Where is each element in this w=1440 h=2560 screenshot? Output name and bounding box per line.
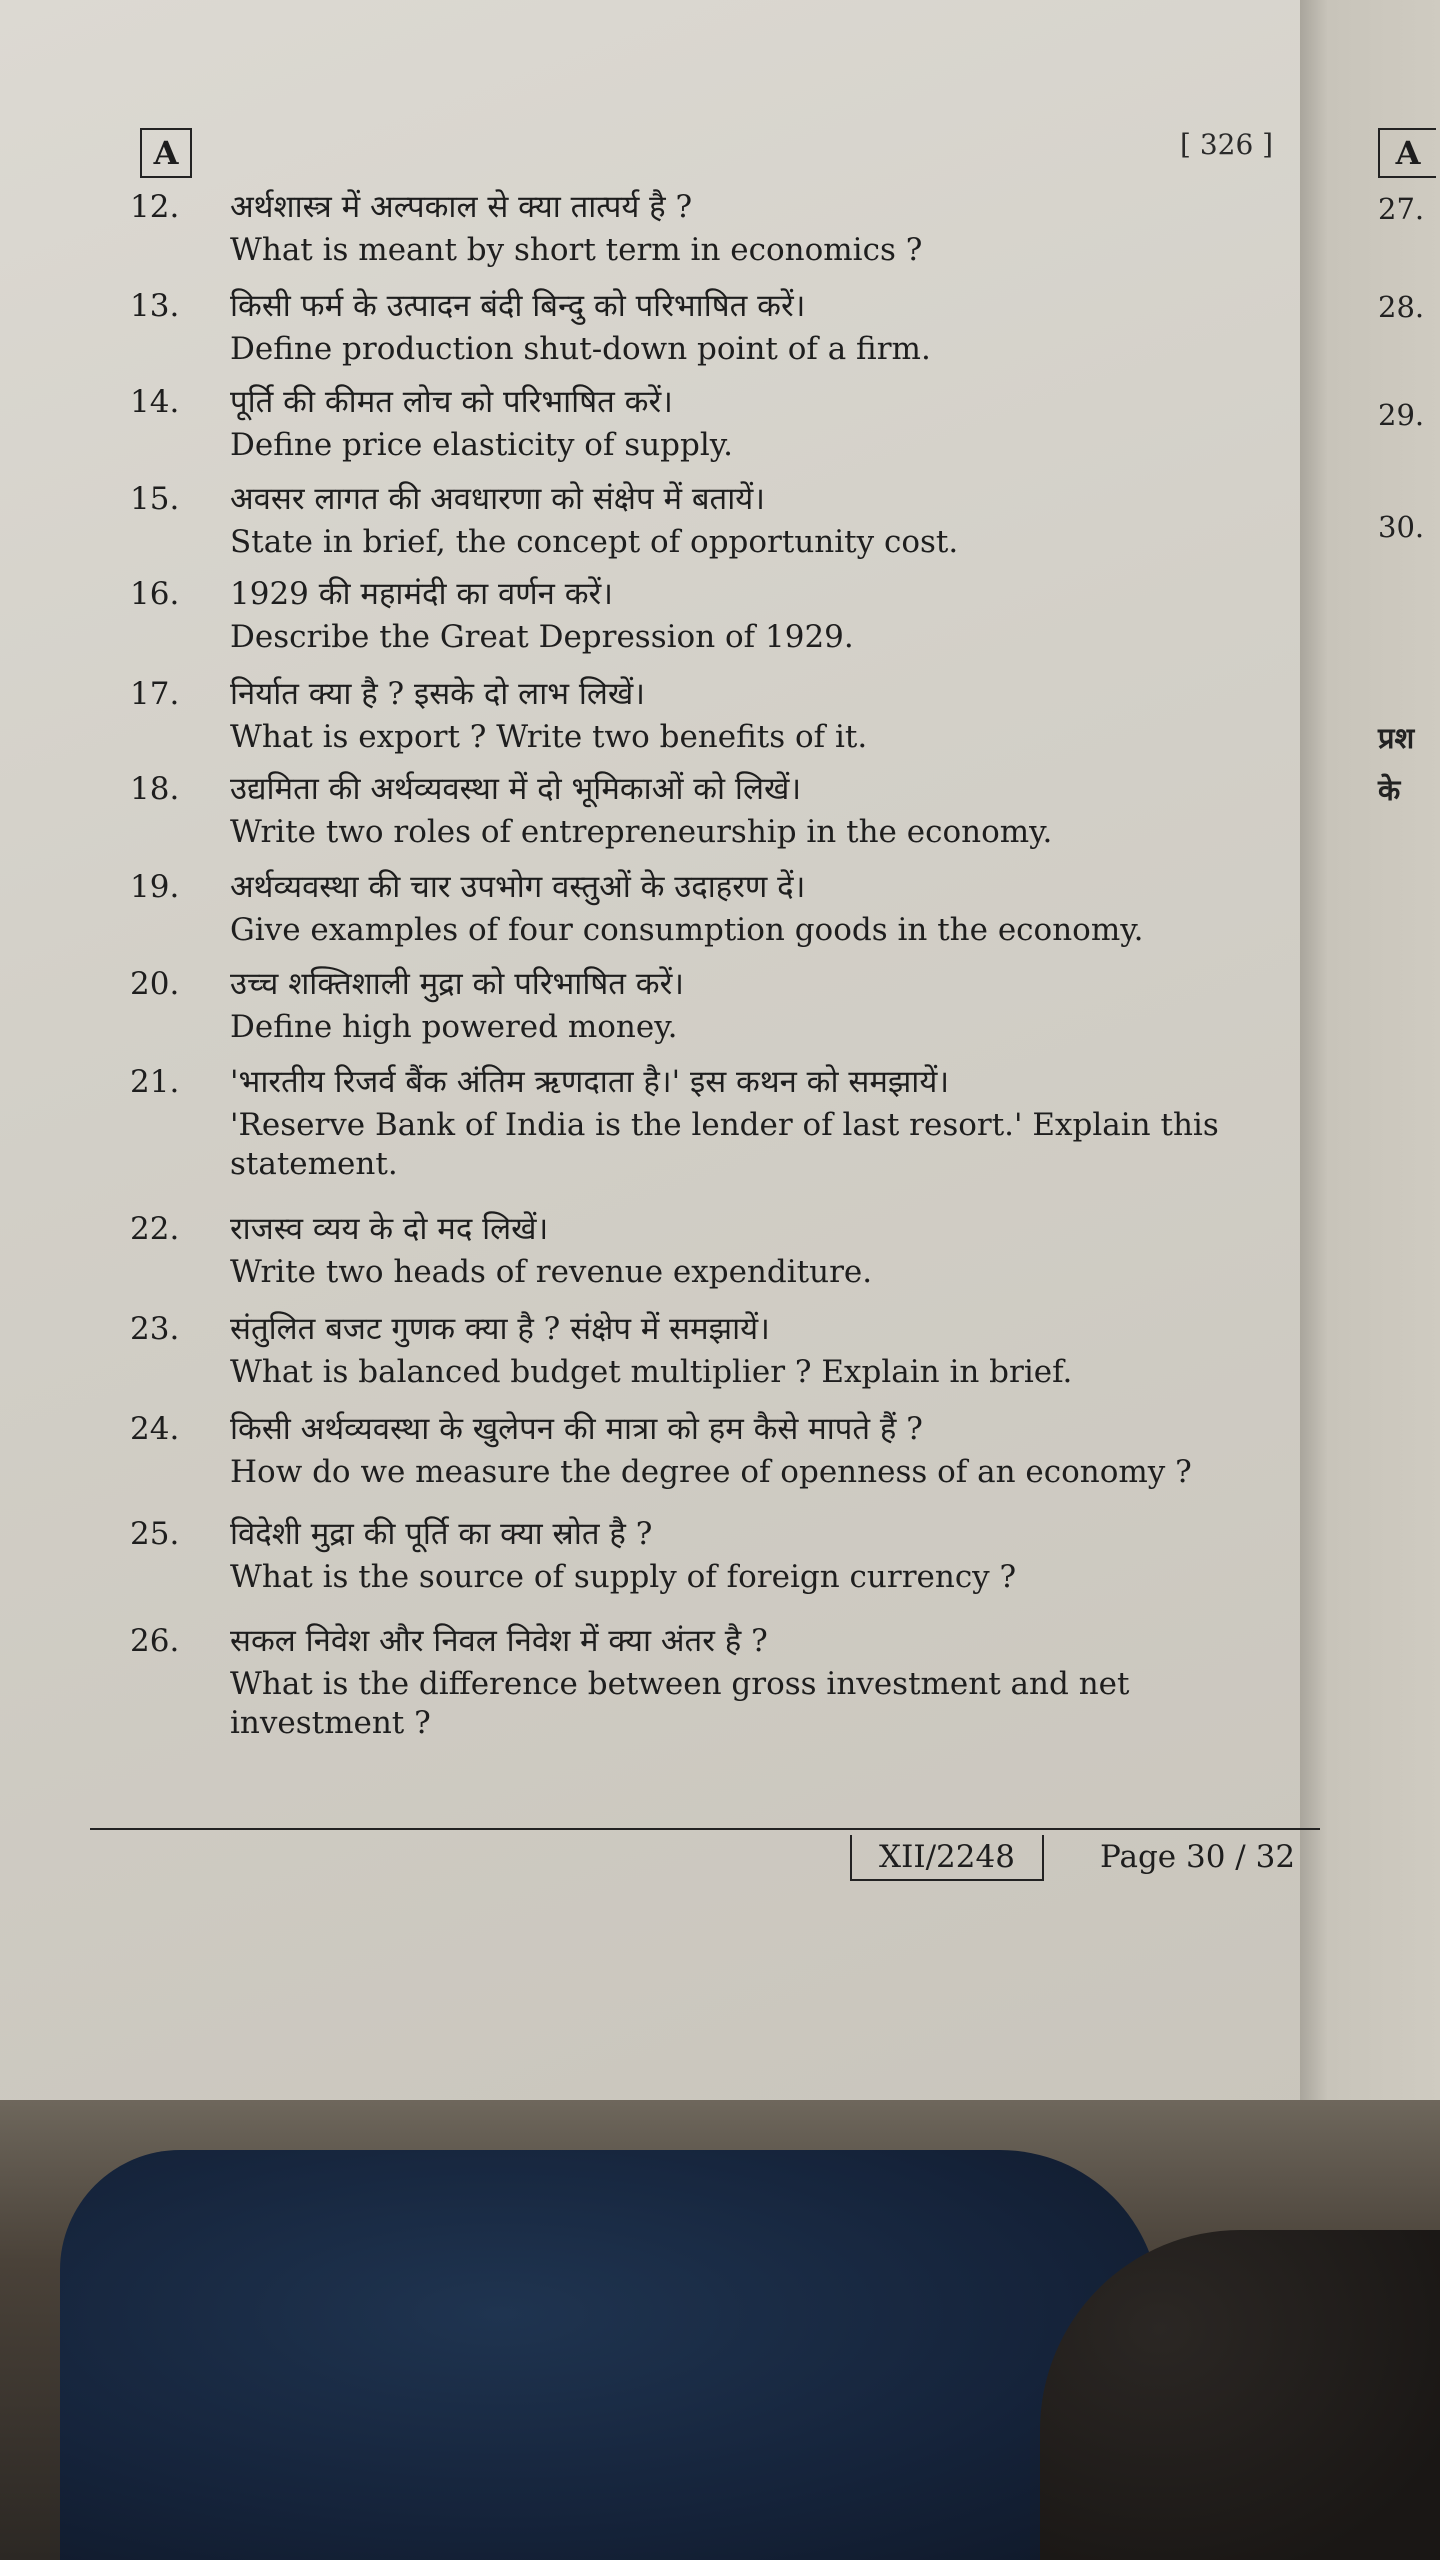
question-text-english: Define price elasticity of supply. xyxy=(230,426,734,463)
question-13 xyxy=(130,287,1310,369)
question-text-english: What is the source of supply of foreign currency ? xyxy=(230,1558,1017,1595)
question-number: 12. xyxy=(130,189,180,225)
question-12 xyxy=(130,188,1310,270)
cloth-background xyxy=(60,2150,1160,2560)
question-text-english: Write two roles of entrepreneurship in the economy. xyxy=(230,813,1053,850)
question-text-hindi: सकल निवेश और निवल निवेश में क्या अंतर है ? xyxy=(230,1623,768,1659)
paper-code: [ 326 ] xyxy=(1180,128,1274,161)
question-15 xyxy=(130,480,1310,562)
question-number: 16. xyxy=(130,576,180,612)
question-21 xyxy=(130,1063,1310,1183)
question-text-english: Write two heads of revenue expenditure. xyxy=(230,1253,873,1290)
question-text-hindi: अर्थव्यवस्था की चार उपभोग वस्तुओं के उदाहरण दें। xyxy=(230,869,806,905)
question-number: 18. xyxy=(130,771,180,807)
question-text-hindi: विदेशी मुद्रा की पूर्ति का क्या स्रोत है ? xyxy=(230,1516,653,1552)
adjacent-question-27: 27. xyxy=(1378,192,1425,226)
question-16 xyxy=(130,575,1310,657)
question-number: 15. xyxy=(130,481,180,517)
question-text-english: Define production shut-down point of a firm. xyxy=(230,330,931,367)
question-text-hindi: अर्थशास्त्र में अल्पकाल से क्या तात्पर्य है ? xyxy=(230,189,693,225)
question-text-english: What is export ? Write two benefits of it. xyxy=(230,718,868,755)
question-number: 25. xyxy=(130,1516,180,1552)
question-number: 19. xyxy=(130,869,180,905)
question-23 xyxy=(130,1310,1310,1392)
question-text-hindi: उद्यमिता की अर्थव्यवस्था में दो भूमिकाओं को लिखें। xyxy=(230,771,802,807)
question-number: 22. xyxy=(130,1211,180,1247)
question-text-english: What is the difference between gross investment and net investment ? xyxy=(230,1665,1130,1741)
question-number: 26. xyxy=(130,1623,180,1659)
set-label-right: A xyxy=(1378,128,1436,178)
question-26 xyxy=(130,1622,1310,1742)
question-number: 23. xyxy=(130,1311,180,1347)
adjacent-question-30: 30. xyxy=(1378,510,1425,544)
question-text-hindi: उच्च शक्तिशाली मुद्रा को परिभाषित करें। xyxy=(230,966,685,1002)
question-text-english: What is meant by short term in economics ? xyxy=(230,231,923,268)
question-text-english: Describe the Great Depression of 1929. xyxy=(230,618,854,655)
question-18 xyxy=(130,770,1310,852)
footer-divider xyxy=(90,1828,1320,1830)
question-number: 20. xyxy=(130,966,180,1002)
question-17 xyxy=(130,675,1310,757)
question-text-hindi: किसी अर्थव्यवस्था के खुलेपन की मात्रा को हम कैसे मापते हैं ? xyxy=(230,1411,923,1447)
question-19 xyxy=(130,868,1310,950)
question-number: 17. xyxy=(130,676,180,712)
question-text-hindi: 1929 की महामंदी का वर्णन करें। xyxy=(230,576,613,612)
question-text-hindi: राजस्व व्यय के दो मद लिखें। xyxy=(230,1211,549,1247)
question-number: 14. xyxy=(130,384,180,420)
question-text-english: What is balanced budget multiplier ? Explain in brief. xyxy=(230,1353,1073,1390)
question-text-hindi: अवसर लागत की अवधारणा को संक्षेप में बतायें। xyxy=(230,481,765,517)
question-text-english: 'Reserve Bank of India is the lender of last resort.' Explain this statement. xyxy=(230,1106,1219,1182)
adjacent-page-text: के xyxy=(1378,773,1401,807)
adjacent-question-28: 28. xyxy=(1378,290,1425,324)
question-text-hindi: निर्यात क्या है ? इसके दो लाभ लिखें। xyxy=(230,676,646,712)
question-25 xyxy=(130,1515,1310,1597)
page-number: Page 30 / 32 xyxy=(1100,1839,1296,1875)
question-text-english: Define high powered money. xyxy=(230,1008,678,1045)
footer-paper-code: XII/2248 xyxy=(850,1835,1044,1881)
set-label-left: A xyxy=(140,128,192,178)
question-text-english: How do we measure the degree of openness of an economy ? xyxy=(230,1453,1192,1490)
question-text-hindi: किसी फर्म के उत्पादन बंदी बिन्दु को परिभाषित करें। xyxy=(230,288,806,324)
adjacent-question-29: 29. xyxy=(1378,398,1425,432)
question-20 xyxy=(130,965,1310,1047)
adjacent-page-text: प्रश xyxy=(1378,721,1415,755)
question-14 xyxy=(130,383,1310,465)
question-text-english: Give examples of four consumption goods in the economy. xyxy=(230,911,1144,948)
question-text-hindi: संतुलित बजट गुणक क्या है ? संक्षेप में समझायें। xyxy=(230,1311,770,1347)
question-24 xyxy=(130,1410,1310,1492)
question-number: 24. xyxy=(130,1411,180,1447)
question-text-hindi: पूर्ति की कीमत लोच को परिभाषित करें। xyxy=(230,384,673,420)
question-number: 21. xyxy=(130,1064,180,1100)
question-number: 13. xyxy=(130,288,180,324)
question-text-english: State in brief, the concept of opportunity cost. xyxy=(230,523,959,560)
question-text-hindi: 'भारतीय रिजर्व बैंक अंतिम ऋणदाता है।' इस कथन को समझायें। xyxy=(230,1064,950,1100)
question-22 xyxy=(130,1210,1310,1292)
